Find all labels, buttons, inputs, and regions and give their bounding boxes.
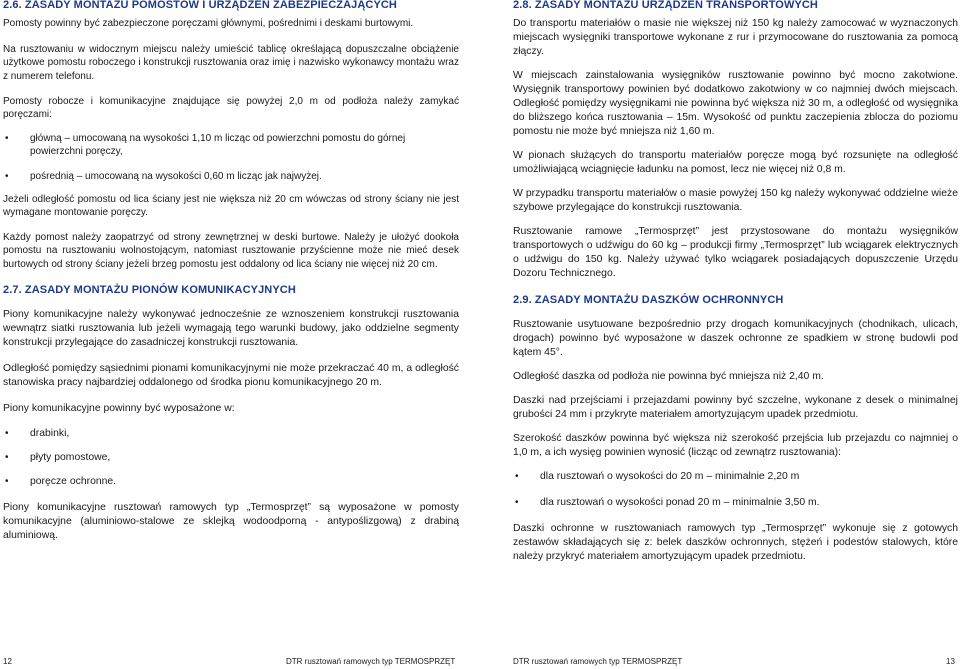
section-2-9-heading: 2.9. ZASADY MONTAŻU DASZKÓW OCHRONNYCH: [513, 294, 784, 306]
list-item: • drabinki,: [3, 427, 459, 441]
paragraph: Każdy pomost należy zaopatrzyć od strony zewnętrznej w deski burtowe. Należy je ułożyć dookoła pomostu na rusztowaniu wolnostojącym, natomiast rusztowanie przyścienne może nie mieć desek burtowych od strony ściany jeżeli brzeg pomostu jest oddalony od lica ściany nie więcej niż 20 cm.: [3, 232, 459, 270]
paragraph: Daszki ochronne w rusztowaniach ramowych typ „Termosprzęt” wykonuje się z gotowych zestawów składających się z: belek daszków ochronnych, stężeń i podestów stalowych, które należy przykryć materiałem amortyzującym upadek przedmiotu.: [513, 523, 958, 562]
canopy-reach-list: [513, 470, 958, 510]
list-item: • dla rusztowań o wysokości ponad 20 m – minimalnie 3,50 m.: [513, 496, 958, 510]
section-2-6-heading: 2.6. ZASADY MONTAŻU POMOSTÓW I URZĄDZEŃ ZABEZPIECZAJĄCYCH: [3, 0, 397, 11]
list-item: • poręcze ochronne.: [3, 475, 459, 489]
railing-list: [3, 132, 459, 183]
paragraph: Do transportu materiałów o masie nie większej niż 150 kg należy zamocować w wyznaczonych miejscach wysięgniki transportowe wykonane z rur i przymocowane do rusztowania za pomocą złączy.: [513, 18, 958, 57]
list-item: • główną – umocowaną na wysokości 1,10 m licząc od powierzchni pomostu do górnej powierzchni poręczy,: [3, 132, 459, 158]
paragraph: Pomosty robocze i komunikacyjne znajdujące się powyżej 2,0 m od podłoża należy zamykać poręczami:: [3, 95, 459, 121]
paragraph: Odległość pomiędzy sąsiednimi pionami komunikacyjnymi nie może przekraczać 40 m, a odległość stanowiska pracy najbardziej oddalonego od środka pionu komunikacyjnego 20 m.: [3, 362, 459, 388]
left-page: [3, 0, 459, 543]
paragraph: W przypadku transportu materiałów o masie powyżej 150 kg należy wykonywać oddzielne wieże szybowe przylegające do konstrukcji rusztowania.: [513, 188, 958, 213]
paragraph: Pomosty powinny być zabezpieczone poręczami głównymi, pośrednimi i deskami burtowymi.: [3, 18, 414, 29]
page-number-right: 13: [946, 657, 955, 666]
paragraph: Szerokość daszków powinna być większa niż szerokość przejścia lub przejazdu co najmniej o 1,0 m, a ich wysięg powinien wynosić (licząc od zewnątrz rusztowania):: [513, 433, 958, 458]
list-item: • dla rusztowań o wysokości do 20 m – minimalnie 2,20 m: [513, 470, 958, 484]
right-page: [513, 0, 958, 564]
paragraph: Rusztowanie usytuowane bezpośrednio przy drogach komunikacyjnych (chodnikach, ulicach, drogach) powinno być wyposażone w daszek ochronne ze spadkiem w stronę budowli pod kątem 45°.: [513, 319, 958, 358]
paragraph: Jeżeli odległość pomostu od lica ściany jest nie większa niż 20 cm wówczas od strony ściany nie jest wymagane montowanie poręczy.: [3, 193, 459, 219]
paragraph: Daszki nad przejściami i przejazdami powinny być szczelne, wykonane z desek o minimalnej grubości 24 mm i przykryte materiałem amortyzującym upadek przedmiotu.: [513, 395, 958, 420]
section-2-7-heading: 2.7. ZASADY MONTAŻU PIONÓW KOMUNIKACYJNYCH: [3, 283, 296, 296]
list-item: • płyty pomostowe,: [3, 451, 459, 465]
section-2-8-heading: 2.8. ZASADY MONTAŻU URZĄDZEŃ TRANSPORTOWYCH: [513, 0, 818, 11]
page-number-left: 12: [3, 657, 12, 666]
paragraph: Na rusztowaniu w widocznym miejscu należy umieścić tablicę określającą dopuszczalne obciążenie użytkowe pomostu roboczego i konstrukcji rusztowania oraz imię i nazwisko wykonawcy montażu wraz z numerem telefonu.: [3, 44, 459, 82]
paragraph: Rusztowanie ramowe „Termosprzęt” jest przystosowane do montażu wysięgników transportowych o udźwigu do 60 kg – produkcji firmy „Termosprzęt” lub wciągarek elektrycznych o udźwigu do 150 kg. Należy używać tylko wciągarek posiadających dopuszczenie Urzędu Dozoru Technicznego.: [513, 226, 958, 279]
paragraph: Piony komunikacyjne rusztowań ramowych typ „Termosprzęt” są wyposażone w pomosty komunikacyjne (aluminiowo-stalowe ze sklejką wodoodporną - antypoślizgową) z drabiną aluminiową.: [3, 501, 459, 541]
paragraph: Odległość daszka od podłoża nie powinna być mniejsza niż 2,40 m.: [513, 371, 824, 382]
paragraph: Piony komunikacyjne powinny być wyposażone w:: [3, 402, 235, 414]
paragraph: Piony komunikacyjne należy wykonywać jednocześnie ze wznoszeniem konstrukcji rusztowania wewnątrz siatki rusztowania lub jeżeli wymagają tego warunki budowy, jako oddzielne segmenty konstrukcji przylegające do zasadniczej konstrukcji rusztowania.: [3, 308, 459, 348]
footer-title-left: DTR rusztowań ramowych typ TERMOSPRZĘT: [286, 657, 456, 666]
footer-title-right: DTR rusztowań ramowych typ TERMOSPRZĘT: [513, 657, 683, 666]
paragraph: W pionach służących do transportu materiałów poręcze mogą być rozsunięte na odległość umożliwiającą wciągnięcie ładunku na pomost, lecz nie więcej niż 0,8 m.: [513, 150, 958, 175]
paragraph: W miejscach zainstalowania wysięgników rusztowanie powinno być mocno zakotwione. Wysięgnik transportowy powinien być dodatkowo zakotwiony w co najmniej dwóch miejscach. Odległość pomiędzy wysięgnikami nie powinna być większa niż 30 m, a odległość od wysięgnika do bliższego końca rusztowania – 15m. Wysokość od punktu zaczepienia zblocza do poziomu pomostu nie może być mniejsza niż 1,60 m.: [513, 70, 958, 137]
equipment-list: [3, 427, 459, 489]
list-item: • pośrednią – umocowaną na wysokości 0,60 m licząc jak najwyżej.: [3, 170, 459, 183]
